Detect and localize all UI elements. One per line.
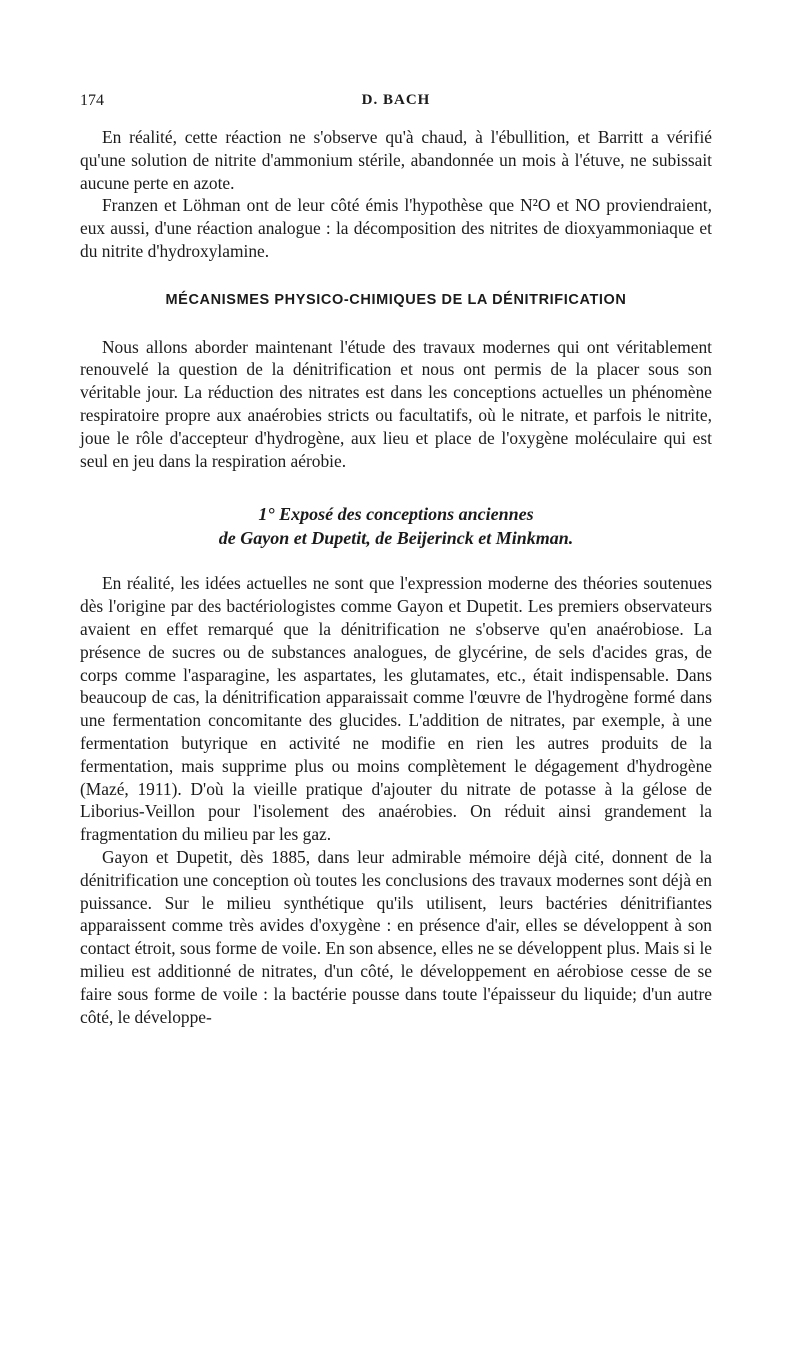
paragraph: Franzen et Löhman ont de leur côté émis l'hypothèse que N²O et NO proviendraient, eux aussi, d'une réaction analogue : la décomposition des nitrites de dioxyammoniaque et du nitrite d'hydroxylamine. (80, 195, 712, 261)
paragraph: En réalité, les idées actuelles ne sont que l'expression moderne des théories soutenues dès l'origine par des bactériologistes comme Gayon et Dupetit. Les premiers observateurs avaient en effet remarqué que la dénitrification ne s'observe qu'en anaérobiose. La présence de sucres ou de substances analogues, de glycérine, de sels d'acides gras, de corps comme l'asparagine, les aspartates, les glutamates, etc., était indispensable. Dans beaucoup de cas, la dénitrification apparaissait comme l'œuvre de l'hydrogène formé dans une fermentation concomitante des glucides. L'addition de nitrates, par exemple, à une fermentation butyrique en activité ne modifie en rien les autres produits de la fermentation, mais supprime plus ou moins complètement le dégagement d'hydrogène (Mazé, 1911). D'où la vieille pratique d'ajouter du nitrate de potasse à la gélose de Liborius-Veillon pour l'isolement des anaérobies. On réduit ainsi grandement la fragmentation du milieu par les gaz. (80, 573, 712, 845)
running-head: D. BACH (361, 92, 431, 108)
section-title: MÉCANISMES PHYSICO-CHIMIQUES DE LA DÉNITRIFICATION (165, 291, 627, 308)
paragraph: Gayon et Dupetit, dès 1885, dans leur admirable mémoire déjà cité, donnent de la dénitrification une conception où toutes les conclusions des travaux modernes sont déjà en puissance. Sur le milieu synthétique qu'ils utilisent, leurs bactéries dénitrifiantes apparaissent comme très avides d'oxygène : en présence d'air, elles se développent à son contact étroit, sous forme de voile. En son absence, elles ne se développent plus. Mais si le milieu est additionné de nitrates, d'un côté, le développement en aérobiose cesse de se faire sous forme de voile : la bactérie pousse dans toute l'épaisseur du liquide; d'un autre côté, le développe- (80, 846, 712, 1027)
paragraph: Nous allons aborder maintenant l'étude des travaux modernes qui ont véritablement renouvelé la question de la dénitrification et nous ont permis de la placer sous son véritable jour. La réduction des nitrates est dans les conceptions actuelles un phénomène respiratoire propre aux anaérobies stricts ou facultatifs, où le nitrate, et parfois le nitrite, joue le rôle d'accepteur d'hydrogène, aux lieu et place de l'oxygène moléculaire qui est seul en jeu dans la respiration aérobie. (80, 336, 712, 471)
subsection-title-line-2: de Gayon et Dupetit, de Beijerinck et Minkman. (218, 528, 574, 549)
page-body (80, 126, 712, 1028)
page-header (80, 92, 712, 114)
page-number: 174 (80, 92, 104, 109)
subsection-title (80, 502, 712, 550)
paragraph: En réalité, cette réaction ne s'observe qu'à chaud, à l'ébullition, et Barritt a vérifié qu'une solution de nitrite d'ammonium stérile, abandonnée un mois à l'étuve, ne subissait aucune perte en azote. (80, 127, 712, 193)
subsection-title-line-1: 1° Exposé des conceptions anciennes (258, 504, 534, 525)
